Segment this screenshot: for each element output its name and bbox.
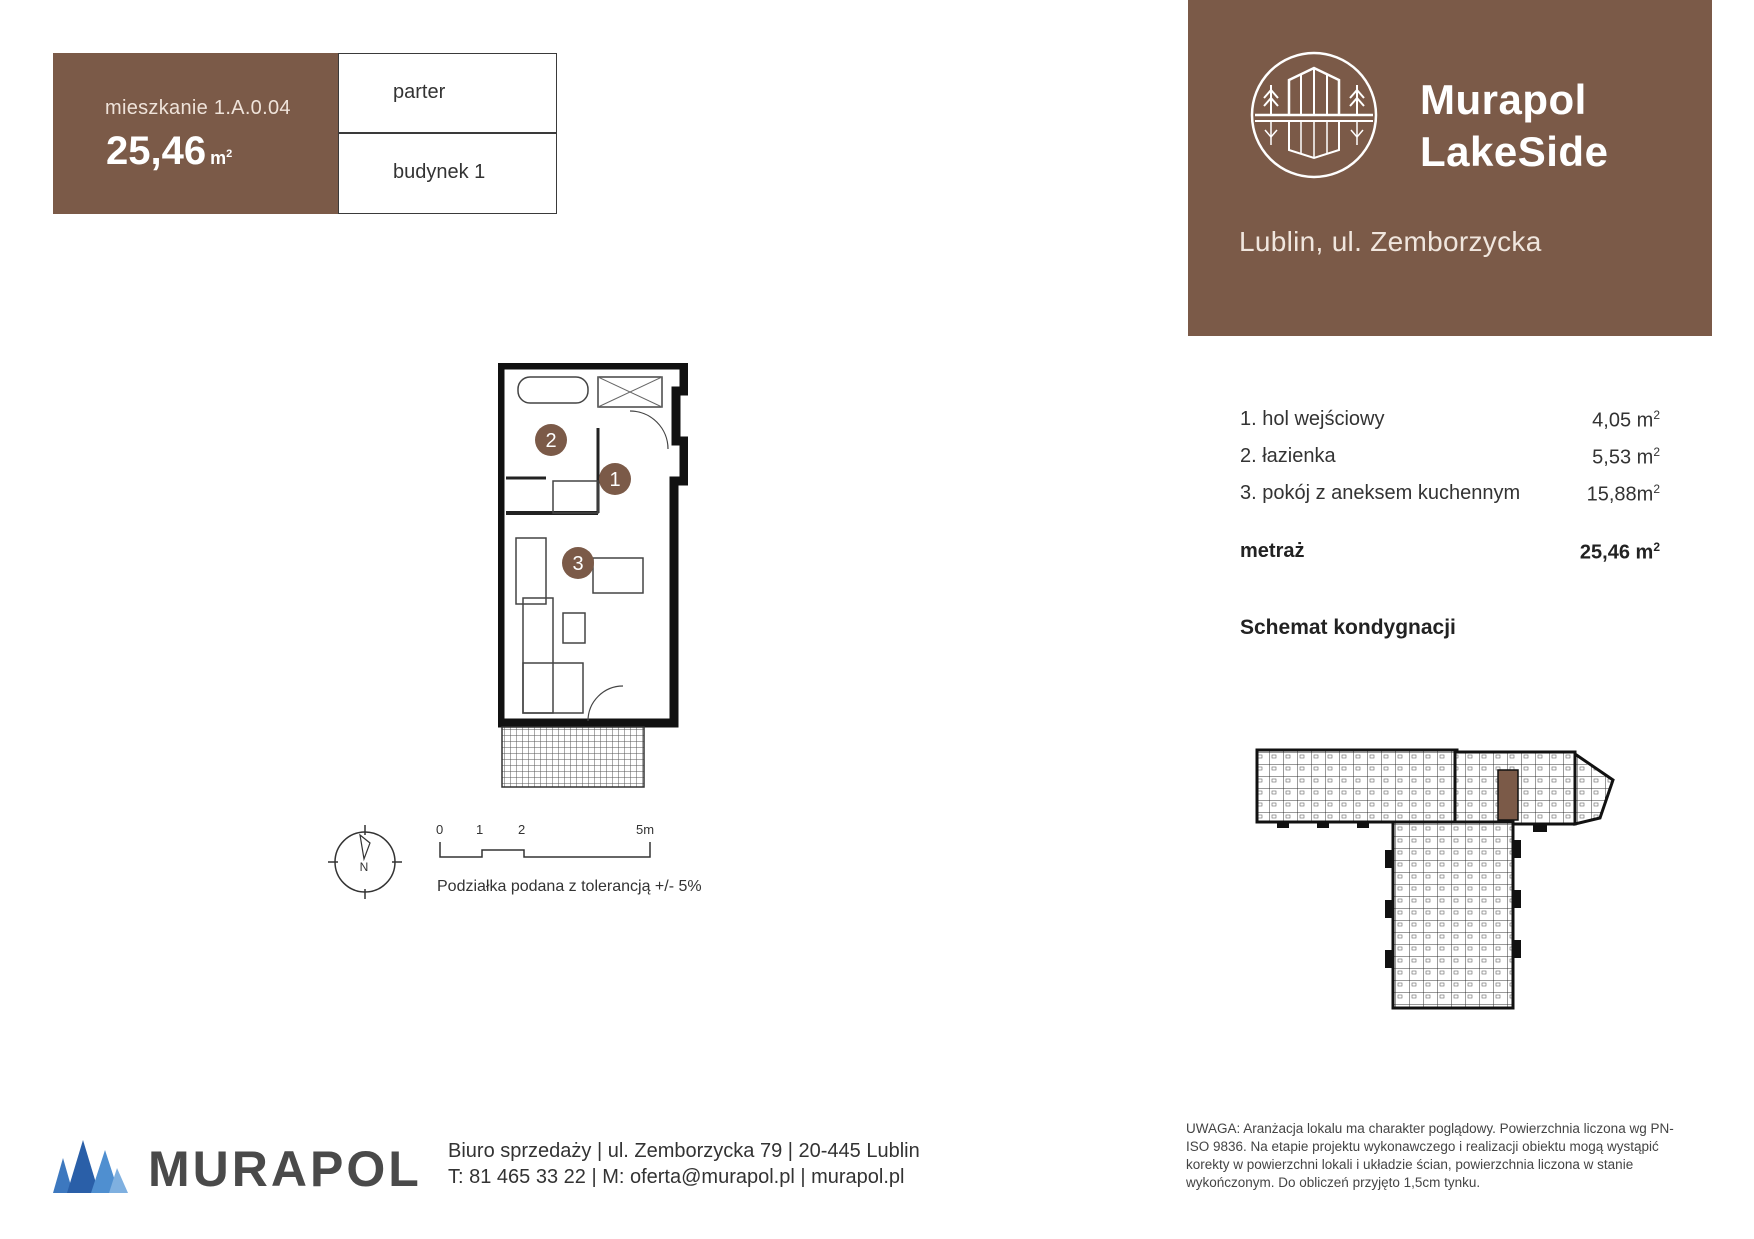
room-area bbox=[1592, 445, 1660, 470]
total-label: metraż bbox=[1240, 540, 1305, 562]
building-schema bbox=[1255, 740, 1645, 1012]
scale-tick-5m: 5m bbox=[636, 822, 655, 837]
apartment-summary-panel bbox=[53, 53, 339, 214]
apartment-number: mieszkanie 1.A.0.04 bbox=[105, 97, 291, 119]
room-name: 2. łazienka bbox=[1240, 445, 1336, 467]
room-row bbox=[1240, 482, 1660, 512]
scale-tick-2: 2 bbox=[518, 822, 526, 837]
room-marker-3-label: 3 bbox=[572, 553, 584, 575]
scale-bar bbox=[432, 822, 662, 867]
floor-label: parter bbox=[393, 81, 446, 103]
total-value-text: 25,46 m bbox=[1579, 541, 1654, 564]
floor-cell bbox=[338, 53, 557, 133]
floor-plan bbox=[498, 363, 688, 803]
office-contact: T: 81 465 33 22 | M: oferta@murapol.pl | murapol.pl bbox=[448, 1166, 905, 1188]
area-unit-text: m bbox=[210, 148, 227, 168]
brand-name-line-1: Murapol bbox=[1420, 76, 1587, 123]
room-area-sup: 2 bbox=[1653, 408, 1660, 422]
total-value bbox=[1580, 540, 1660, 565]
lakeside-logo-icon bbox=[1249, 50, 1379, 180]
highlighted-apartment bbox=[1498, 770, 1518, 820]
disclaimer-note: UWAGA: Aranżacja lokalu ma charakter poglądowy. Powierzchnia liczona wg PN-ISO 9836. Na etapie projektu wykonawczego i realizacji obiektu mogą wystąpić korekty w powierzchni lokali i układzie ścian, powierzchnia liczona w stanie wykończonym. Do obliczeń przyjęto 1,5cm tynku. bbox=[1186, 1121, 1674, 1190]
scale-note: Podziałka podana z tolerancją +/- 5% bbox=[437, 878, 702, 895]
room-area-text: 4,05 m bbox=[1592, 409, 1654, 432]
office-address: Biuro sprzedaży | ul. Zemborzycka 79 | 20-445 Lublin bbox=[448, 1140, 920, 1162]
total-area-row bbox=[1240, 540, 1660, 570]
compass-icon bbox=[328, 825, 402, 899]
apartment-area-value: 25,46 bbox=[106, 129, 207, 173]
room-name: 1. hol wejściowy bbox=[1240, 408, 1385, 430]
room-row bbox=[1240, 408, 1660, 438]
room-marker-2-label: 2 bbox=[545, 430, 557, 452]
building-label: budynek 1 bbox=[393, 161, 486, 183]
scale-tick-0: 0 bbox=[436, 822, 444, 837]
room-area-sup: 2 bbox=[1653, 445, 1660, 459]
company-name: MURAPOL bbox=[148, 1141, 422, 1197]
room-row bbox=[1240, 445, 1660, 475]
room-area-sup: 2 bbox=[1653, 482, 1660, 496]
murapol-logo-icon bbox=[53, 1140, 128, 1193]
apartment-area-unit bbox=[210, 148, 232, 168]
area-unit-sup: 2 bbox=[226, 148, 233, 160]
room-area-text: 5,53 m bbox=[1592, 446, 1654, 469]
compass-north-label: N bbox=[359, 860, 369, 874]
brand-location: Lublin, ul. Zemborzycka bbox=[1239, 226, 1542, 257]
room-name: 3. pokój z aneksem kuchennym bbox=[1240, 482, 1521, 504]
total-value-sup: 2 bbox=[1653, 540, 1660, 554]
apartment-area bbox=[106, 129, 232, 174]
brand-panel bbox=[1188, 0, 1712, 336]
room-area bbox=[1592, 408, 1660, 433]
apartment-info-box bbox=[53, 53, 557, 214]
room-area-text: 15,88m bbox=[1586, 483, 1654, 506]
schema-title: Schemat kondygnacji bbox=[1240, 616, 1456, 639]
brand-name-line-2: LakeSide bbox=[1420, 128, 1609, 175]
scale-tick-1: 1 bbox=[476, 822, 484, 837]
building-cell bbox=[338, 133, 557, 214]
room-area bbox=[1587, 482, 1660, 507]
room-marker-1-label: 1 bbox=[609, 469, 621, 491]
